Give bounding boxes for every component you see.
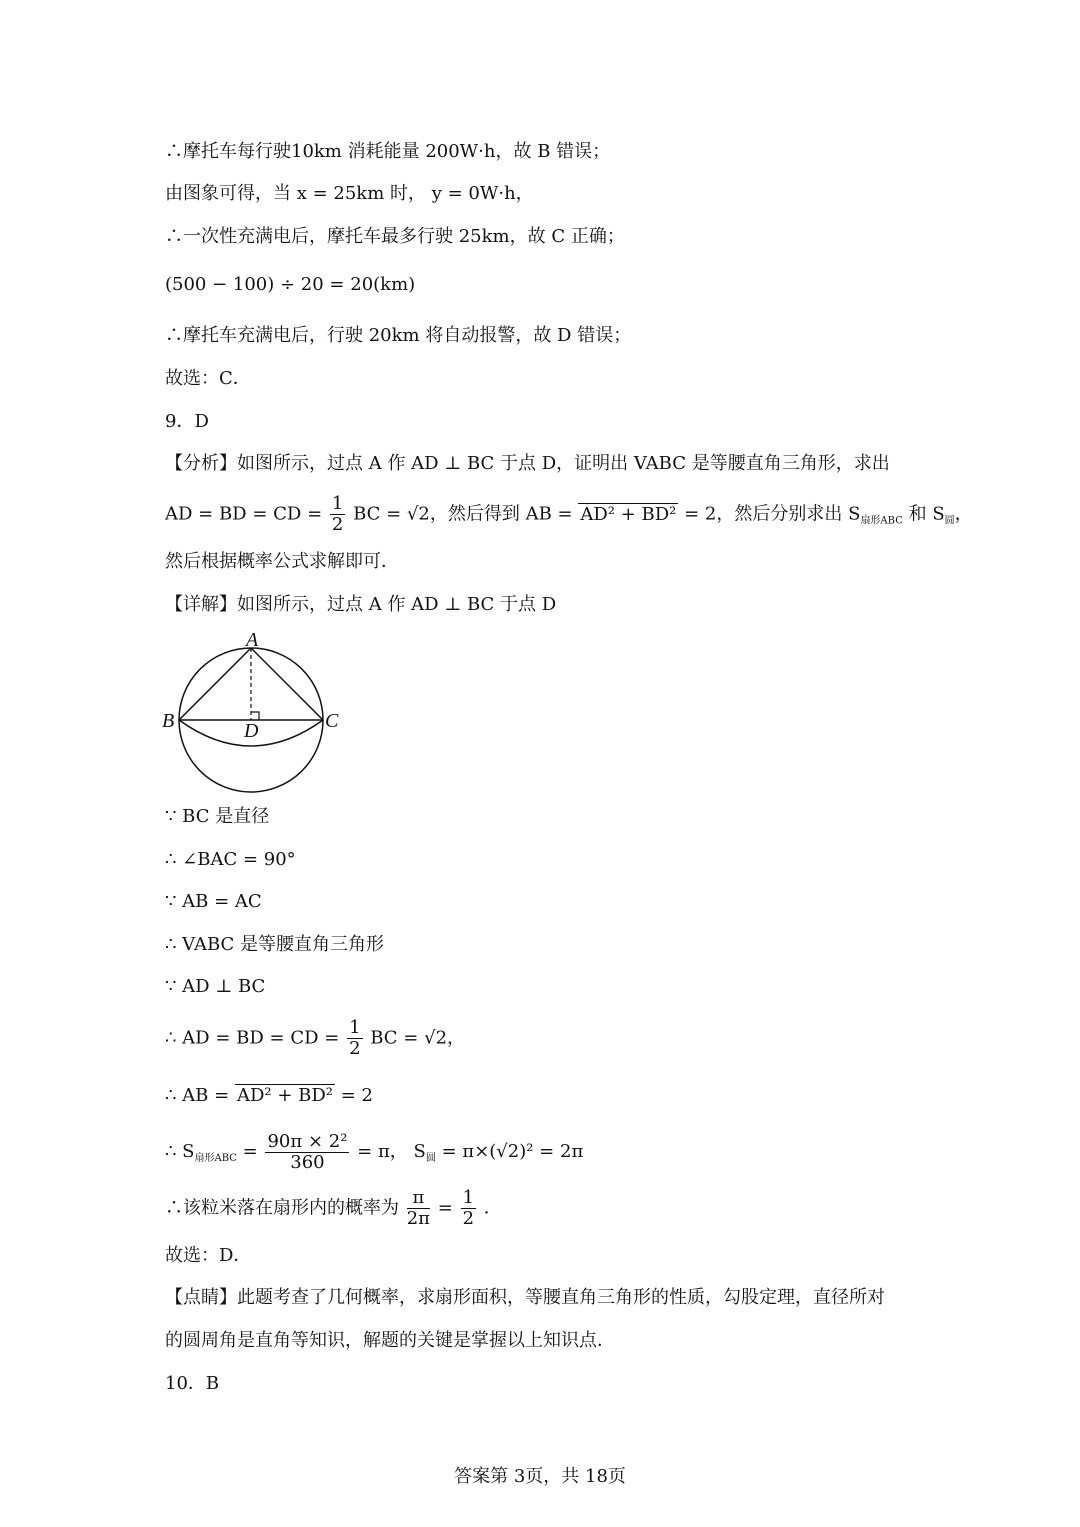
half-fraction bbox=[330, 494, 345, 535]
line-choose-d: 故选：D． bbox=[165, 1245, 252, 1266]
line-4: (500 − 100) ÷ 20 = 20(km) bbox=[165, 274, 416, 295]
line-ad-value bbox=[165, 1018, 465, 1059]
line-bc-diameter: ∵ BC 是直径 bbox=[165, 806, 270, 827]
fraction-den: 2π bbox=[406, 1208, 431, 1229]
circle-subscript-2: 圆 bbox=[425, 1153, 436, 1164]
label-a: A bbox=[246, 630, 259, 651]
line-analysis-end: 然后根据概率公式求解即可． bbox=[165, 551, 399, 572]
line-comment-1: 【点睛】此题考查了几何概率，求扇形面积，等腰直角三角形的性质，勾股定理，直径所对 bbox=[165, 1287, 885, 1308]
line-7: 9．D bbox=[165, 411, 209, 432]
half-fraction-2 bbox=[347, 1018, 362, 1059]
fraction-num: 1 bbox=[462, 1187, 475, 1208]
pi-text: = π， S bbox=[357, 1141, 426, 1162]
prob-fraction bbox=[407, 1188, 430, 1229]
sector-subscript-2: 扇形ABC bbox=[194, 1153, 237, 1164]
line-2: 由图象可得，当 x = 25km 时， y = 0W·h， bbox=[165, 183, 534, 204]
circle-area-text: = π×(√2)² = 2π bbox=[435, 1141, 584, 1162]
label-d: D bbox=[244, 720, 259, 742]
line-areas bbox=[165, 1130, 583, 1181]
bc-sqrt-text: BC = √2，然后得到 AB = bbox=[353, 503, 579, 525]
eq-two-text: = 2 bbox=[340, 1085, 373, 1106]
prob-period: ． bbox=[483, 1197, 502, 1219]
segment-ab bbox=[179, 648, 251, 720]
line-comment-2: 的圆周角是直角等知识，解题的关键是掌握以上知识点． bbox=[165, 1330, 615, 1351]
prob-eq: = bbox=[437, 1197, 453, 1219]
segment-ac bbox=[251, 648, 323, 720]
line-probability bbox=[165, 1188, 502, 1229]
line-ab-ac: ∵ AB = AC bbox=[165, 891, 262, 912]
sqrt-expression-2: AD² + BD² bbox=[236, 1085, 333, 1106]
sector-subscript: 扇形ABC bbox=[860, 515, 903, 527]
half-fraction-3 bbox=[461, 1188, 476, 1229]
line-5: ∴摩托车充满电后，行驶 20km 将自动报警，故 D 错误； bbox=[165, 325, 632, 346]
line-ad-perp: ∵ AD ⊥ BC bbox=[165, 976, 266, 997]
line-angle-bac: ∴ ∠BAC = 90° bbox=[165, 849, 296, 870]
ad-bd-cd-text: AD = BD = CD = bbox=[165, 503, 323, 525]
circle-subscript: 圆 bbox=[944, 515, 955, 527]
fraction-num: 1 bbox=[331, 493, 344, 514]
ad-text: ∴ AD = BD = CD = bbox=[165, 1027, 340, 1049]
fraction-den: 360 bbox=[290, 1151, 325, 1173]
fraction-num: 90π × 2² bbox=[267, 1130, 348, 1152]
circle-diagram bbox=[158, 630, 358, 795]
page-footer: 答案第 3页，共 18页 bbox=[454, 1466, 626, 1487]
label-c: C bbox=[325, 710, 339, 732]
fraction-num: π bbox=[407, 1188, 430, 1209]
line-isosceles: ∴ VABC 是等腰直角三角形 bbox=[165, 934, 385, 955]
label-b: B bbox=[162, 710, 175, 732]
line-3: ∴一次性充满电后，摩托车最多行驶 25km，故 C 正确； bbox=[165, 226, 625, 247]
fraction-num: 1 bbox=[349, 1017, 361, 1038]
line-6: 故选：C． bbox=[165, 368, 251, 389]
line-detail: 【详解】如图所示，过点 A 作 AD ⊥ BC 于点 D bbox=[165, 594, 557, 615]
line-analysis-formula bbox=[165, 494, 973, 542]
and-text: 和 S bbox=[908, 503, 945, 525]
sqrt-expression: AD² + BD² bbox=[580, 503, 677, 525]
eq-text: = bbox=[236, 1141, 258, 1162]
fraction-den: 2 bbox=[349, 1038, 361, 1059]
right-angle-mark bbox=[251, 712, 259, 720]
fraction-den: 2 bbox=[462, 1208, 475, 1229]
prob-text: ∴该粒米落在扇形内的概率为 bbox=[165, 1197, 399, 1219]
line-1: ∴摩托车每行驶10km 消耗能量 200W·h，故 B 错误； bbox=[165, 141, 611, 162]
then-text: = 2，然后分别求出 S bbox=[684, 503, 861, 525]
fraction-den: 2 bbox=[331, 514, 344, 535]
ab-text: ∴ AB = bbox=[165, 1085, 230, 1106]
bc-text: BC = √2， bbox=[370, 1027, 466, 1049]
line-analysis: 【分析】如图所示，过点 A 作 AD ⊥ BC 于点 D，证明出 VABC 是等腰直角三角形，求出 bbox=[165, 453, 890, 474]
comma-text: ， bbox=[954, 503, 973, 525]
s-text: ∴ S bbox=[165, 1141, 195, 1162]
line-q10: 10．B bbox=[165, 1373, 220, 1394]
line-ab-value bbox=[165, 1082, 373, 1110]
sector-area-fraction bbox=[265, 1132, 349, 1173]
